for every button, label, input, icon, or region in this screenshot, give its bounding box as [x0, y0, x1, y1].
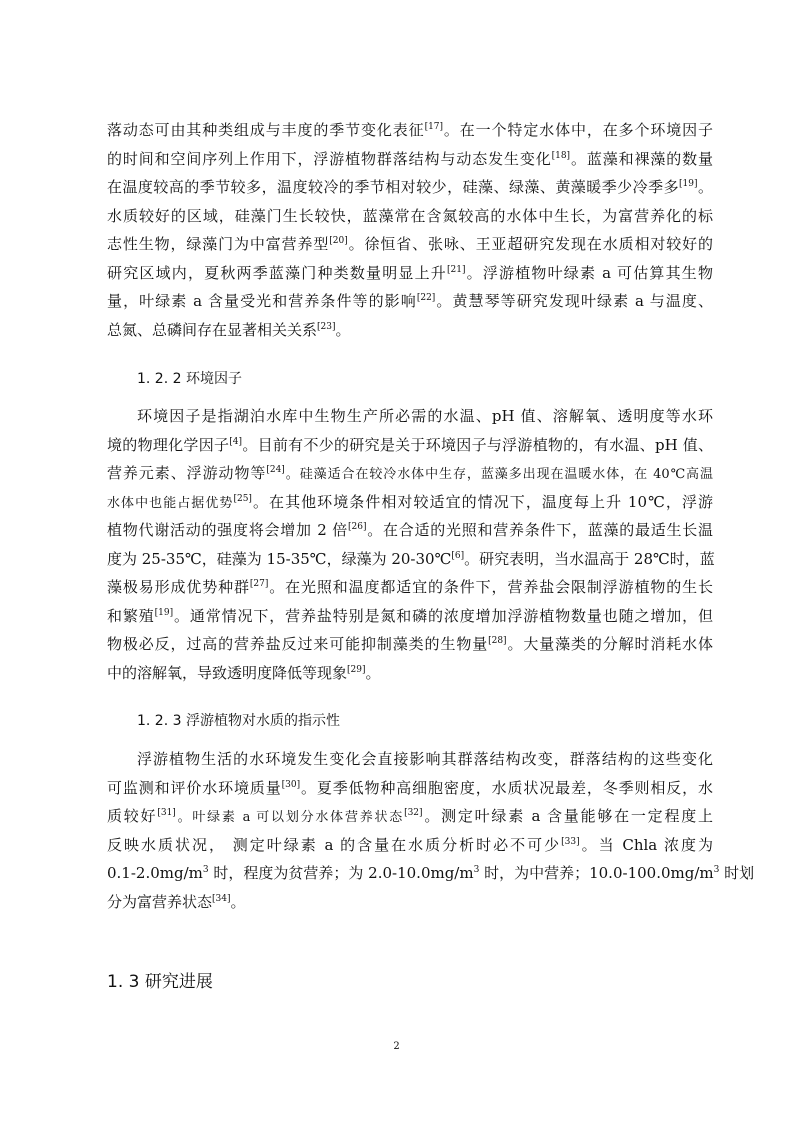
text-line: 度为 25-35℃，硅藻为 15-35℃，绿藻为 20-30℃[6]。研究表明，当水温高于 28℃时，蓝: [107, 549, 715, 568]
citation: [28]: [488, 636, 507, 646]
citation: [23]: [317, 321, 336, 332]
paragraph-water-quality-indication: [107, 745, 755, 916]
citation: [4]: [229, 436, 243, 447]
text-line: $0.1-2.0mg/m^3$ 时，程度为贫营养；为 $2.0-10.0mg/m^3$ 时，为中营养；$10.0-100.0mg/m^3$ 时划: [107, 864, 755, 882]
text-line: 反映水质状况， 测定叶绿素 a 的含量在水质分析时必不可少[33]。当 Chla 浓度为: [107, 835, 713, 854]
section-heading-water-quality-indication: 1. 2. 3 浮游植物对水质的指示性: [137, 713, 340, 729]
text-line: 中的溶解氧，导致透明度降低等现象[29]。: [107, 663, 381, 682]
page-number: 2: [393, 1041, 400, 1052]
citation: [6]: [451, 550, 465, 561]
paragraph-environmental-factors: [107, 402, 713, 687]
citation: [17]: [424, 122, 444, 132]
text-line: 境的物理化学因子[4]。目前有不少的研究是关于环境因子与浮游植物的，有水温、pH 值、: [107, 435, 713, 454]
superscript: 3: [473, 865, 480, 875]
section-heading-environmental-factors: 1. 2. 2 环境因子: [137, 371, 242, 387]
text-line: 水体中也能占据优势[25]。在其他环境条件相对较适宜的情况下，温度每上升 10℃，浮游: [107, 492, 713, 511]
text-line: 水质较好的区域，硅藻门生长较快，蓝藻常在含氮较高的水体中生长，为富营养化的标: [107, 206, 713, 225]
superscript: 3: [202, 865, 209, 875]
text-line: 物极必反，过高的营养盐反过来可能抑制藻类的生物量[28]。大量藻类的分解时消耗水体: [107, 635, 713, 653]
text-line: 分为富营养状态[34]。: [107, 892, 246, 911]
superscript: 3: [713, 865, 720, 875]
citation: [24]: [266, 465, 285, 475]
text-line: 志性生物，绿藻门为中富营养型[20]。徐恒省、张咏、王亚超研究发现在水质相对较好的: [107, 235, 713, 253]
citation: [31]: [157, 808, 176, 818]
text-line: 研究区域内，夏秋两季蓝藻门种类数量明显上升[21]。浮游植物叶绿素 a 可估算其生物: [107, 263, 713, 282]
text-line: 环境因子是指湖泊水库中生物生产所必需的水温、pH 值、溶解氧、透明度等水环: [137, 407, 713, 425]
text-line: 营养元素、浮游动物等[24]。硅藻适合在较冷水体中生存，蓝藻多出现在温暖水体，在 40℃高温: [107, 464, 713, 482]
citation: [29]: [347, 664, 366, 675]
citation: [30]: [281, 779, 301, 790]
citation: [25]: [233, 493, 252, 504]
paragraph-phytoplankton-community: [107, 116, 713, 344]
citation: [19]: [154, 607, 174, 618]
citation: [22]: [416, 293, 436, 303]
text-line: 落动态可由其种类组成与丰度的季节变化表征[17]。在一个特定水体中，在多个环境因子: [107, 121, 713, 139]
text-line: 藻极易形成优势种群[27]。在光照和温度都适宜的条件下，营养盐会限制浮游植物的生长: [107, 578, 713, 596]
citation: [27]: [249, 579, 269, 589]
citation: [26]: [348, 522, 367, 532]
citation: [34]: [212, 893, 231, 904]
citation: [33]: [561, 836, 580, 847]
text-line: 的时间和空间序列上作用下，浮游植物群落结构与动态发生变化[18]。蓝藻和裸藻的数量: [107, 149, 713, 168]
citation: [21]: [446, 264, 466, 275]
text-line: 和繁殖[19]。通常情况下，营养盐特别是氮和磷的浓度增加浮游植物数量也随之增加，但: [107, 606, 713, 625]
text-line: 总氮、总磷间存在显著相关关系[23]。: [107, 320, 351, 339]
text-line: 在温度较高的季节较多，温度较冷的季节相对较少，硅藻、绿藻、黄藻暖季少冷季多[19]。: [107, 178, 713, 196]
text-line: 植物代谢活动的强度将会增加 2 倍[26]。在合适的光照和营养条件下，蓝藻的最适生长温: [107, 521, 713, 539]
text-line: 量，叶绿素 a 含量受光和营养条件等的影响[22]。黄慧琴等研究发现叶绿素 a 与温度、: [107, 292, 713, 310]
citation: [19]: [679, 179, 698, 189]
text-line: 质较好[31]。叶绿素 a 可以划分水体营养状态[32]。测定叶绿素 a 含量能够在一定程度上: [107, 807, 714, 825]
section-heading-research-progress: 1. 3 研究进展: [107, 972, 213, 992]
citation: [32]: [404, 808, 423, 818]
text-line: 可监测和评价水环境质量[30]。夏季低物种高细胞密度，水质状况最差，冬季则相反，水: [107, 778, 713, 797]
citation: [20]: [329, 236, 348, 246]
citation: [18]: [551, 150, 571, 161]
text-line: 浮游植物生活的水环境发生变化会直接影响其群落结构改变，群落结构的这些变化: [137, 750, 713, 768]
